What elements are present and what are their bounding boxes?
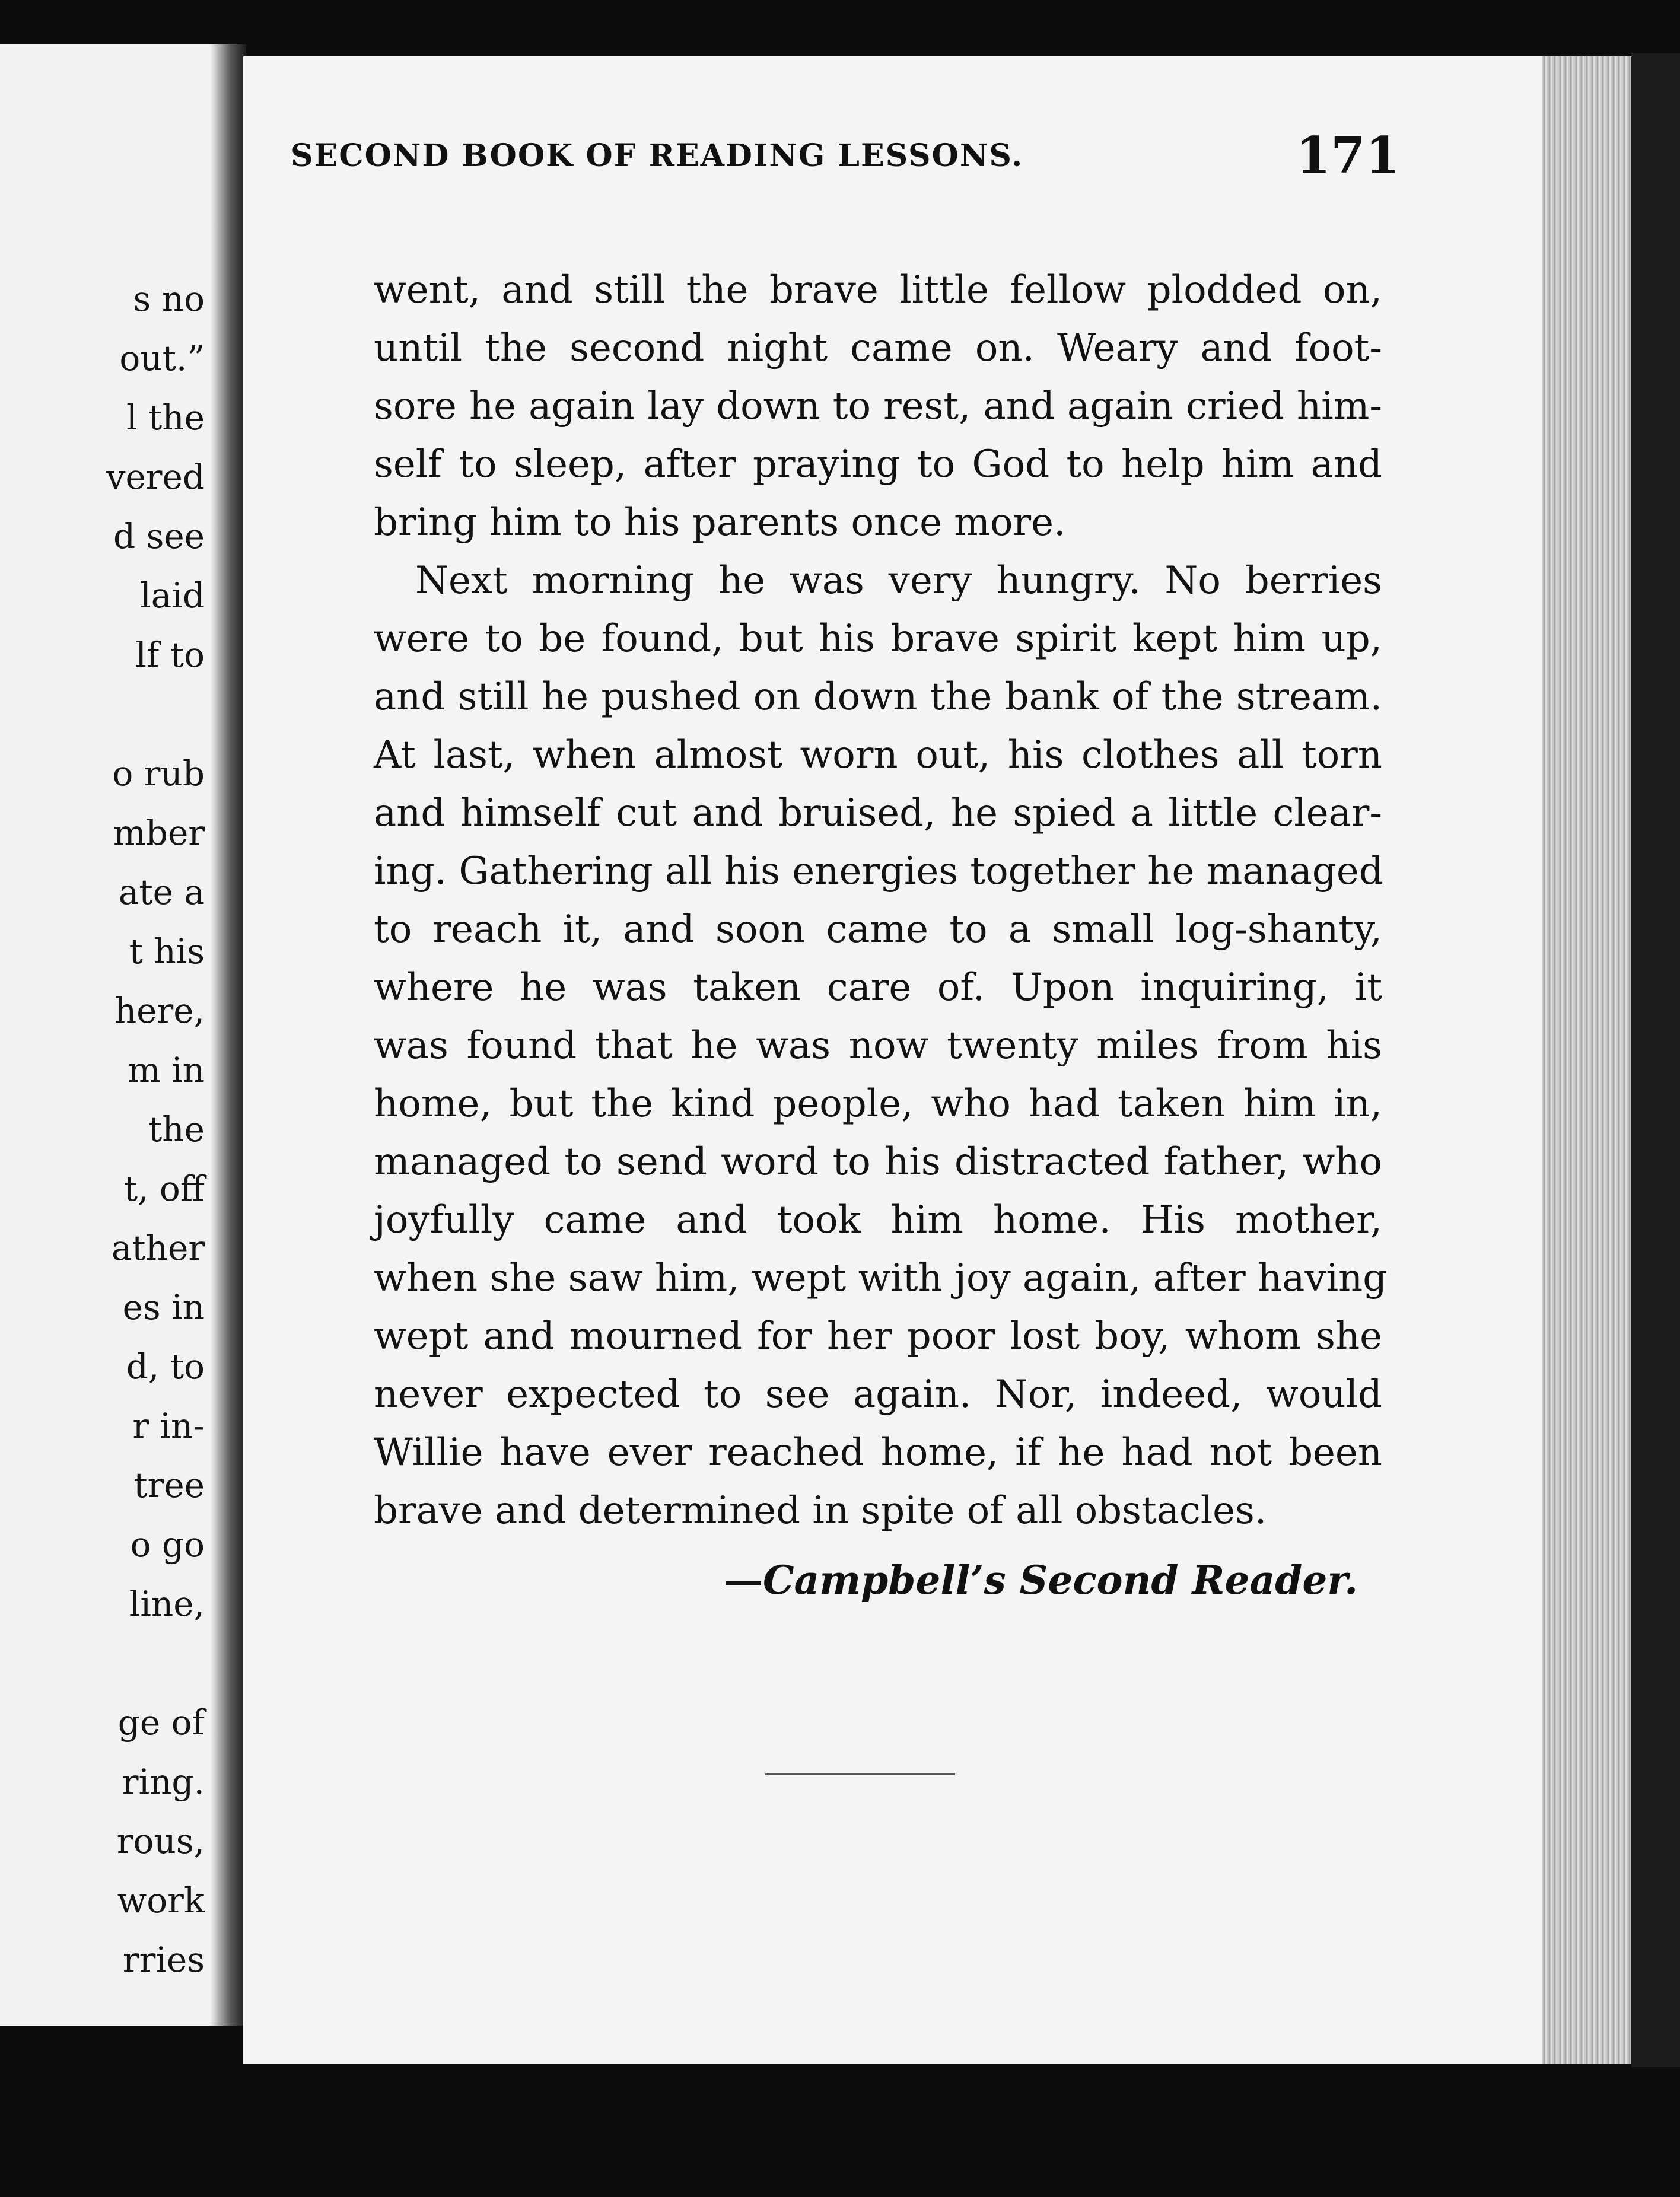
left-page-line: here, xyxy=(114,991,205,1031)
left-page-line: ge of xyxy=(117,1702,205,1743)
text-line: home, but the kind people, who had taken him in, xyxy=(374,1082,1382,1126)
text-line: where he was taken care of. Upon inquiring, it xyxy=(374,966,1382,1010)
section-divider xyxy=(765,1773,955,1779)
page-number: 171 xyxy=(1296,126,1400,184)
left-page-line: o rub xyxy=(112,753,205,794)
left-page-line: t, off xyxy=(123,1168,205,1209)
left-page-line: rous, xyxy=(116,1821,205,1861)
left-page-line: ather xyxy=(111,1228,205,1268)
text-line: ing. Gathering all his energies together he managed xyxy=(374,849,1383,893)
left-page-line: rries xyxy=(122,1940,205,1980)
text-line: managed to send word to his distracted father, who xyxy=(374,1140,1382,1184)
left-page-line: laid xyxy=(140,575,205,616)
book-cover-edge xyxy=(1631,53,1680,2067)
text-line: brave and determined in spite of all obstacles. xyxy=(374,1489,1267,1533)
left-page-line: m in xyxy=(128,1050,205,1090)
left-page-line: ate a xyxy=(118,872,205,912)
left-page-line: s no xyxy=(133,279,205,319)
page-edge-stack xyxy=(1542,56,1631,2064)
text-line: wept and mourned for her poor lost boy, whom she xyxy=(374,1314,1382,1358)
text-line: self to sleep, after praying to God to help him and xyxy=(374,442,1382,486)
left-page-line: o go xyxy=(130,1524,205,1565)
text-line: and still he pushed on down the bank of the stream. xyxy=(374,675,1382,719)
text-line: Next morning he was very hungry. No berries xyxy=(415,559,1382,603)
left-page-line: line, xyxy=(129,1584,205,1624)
text-line: were to be found, but his brave spirit kept him up, xyxy=(374,617,1382,661)
left-page-line: r in- xyxy=(132,1406,205,1446)
page-header xyxy=(291,126,1400,197)
text-line: joyfully came and took him home. His mother, xyxy=(374,1198,1382,1242)
left-page-line: d see xyxy=(113,516,205,556)
text-line: bring him to his parents once more. xyxy=(374,501,1066,545)
text-line: to reach it, and soon came to a small log-shanty, xyxy=(374,908,1382,951)
running-head: SECOND BOOK OF READING LESSONS. xyxy=(291,138,1024,174)
left-page-line: l the xyxy=(126,397,205,438)
text-line: went, and still the brave little fellow plodded on, xyxy=(374,268,1382,312)
left-page-line: vered xyxy=(106,457,205,497)
attribution: —Campbell’s Second Reader. xyxy=(724,1557,1358,1603)
text-line: and himself cut and bruised, he spied a little clear- xyxy=(374,791,1382,835)
text-line: until the second night came on. Weary and foot- xyxy=(374,326,1382,370)
left-page-line: the xyxy=(148,1109,205,1150)
book-gutter xyxy=(211,44,246,2026)
left-page-line: lf to xyxy=(135,635,205,675)
left-page-line: tree xyxy=(133,1465,205,1505)
left-facing-page xyxy=(0,44,217,2026)
text-line: At last, when almost worn out, his clothes all torn xyxy=(374,733,1382,777)
body-text xyxy=(374,261,1388,1540)
text-line: when she saw him, wept with joy again, after having xyxy=(374,1256,1388,1300)
text-line: never expected to see again. Nor, indeed, would xyxy=(374,1373,1382,1416)
left-page-line: d, to xyxy=(126,1346,205,1387)
left-page-line: t his xyxy=(129,931,205,972)
text-line: was found that he was now twenty miles from his xyxy=(374,1024,1382,1068)
left-page-line: mber xyxy=(113,813,205,853)
text-line: sore he again lay down to rest, and again cried him- xyxy=(374,384,1382,428)
text-line: Willie have ever reached home, if he had not been xyxy=(374,1431,1382,1475)
left-page-line: ring. xyxy=(122,1762,205,1802)
left-page-line: es in xyxy=(122,1287,205,1327)
left-page-line: out.” xyxy=(119,338,205,378)
left-page-line: work xyxy=(117,1880,205,1921)
